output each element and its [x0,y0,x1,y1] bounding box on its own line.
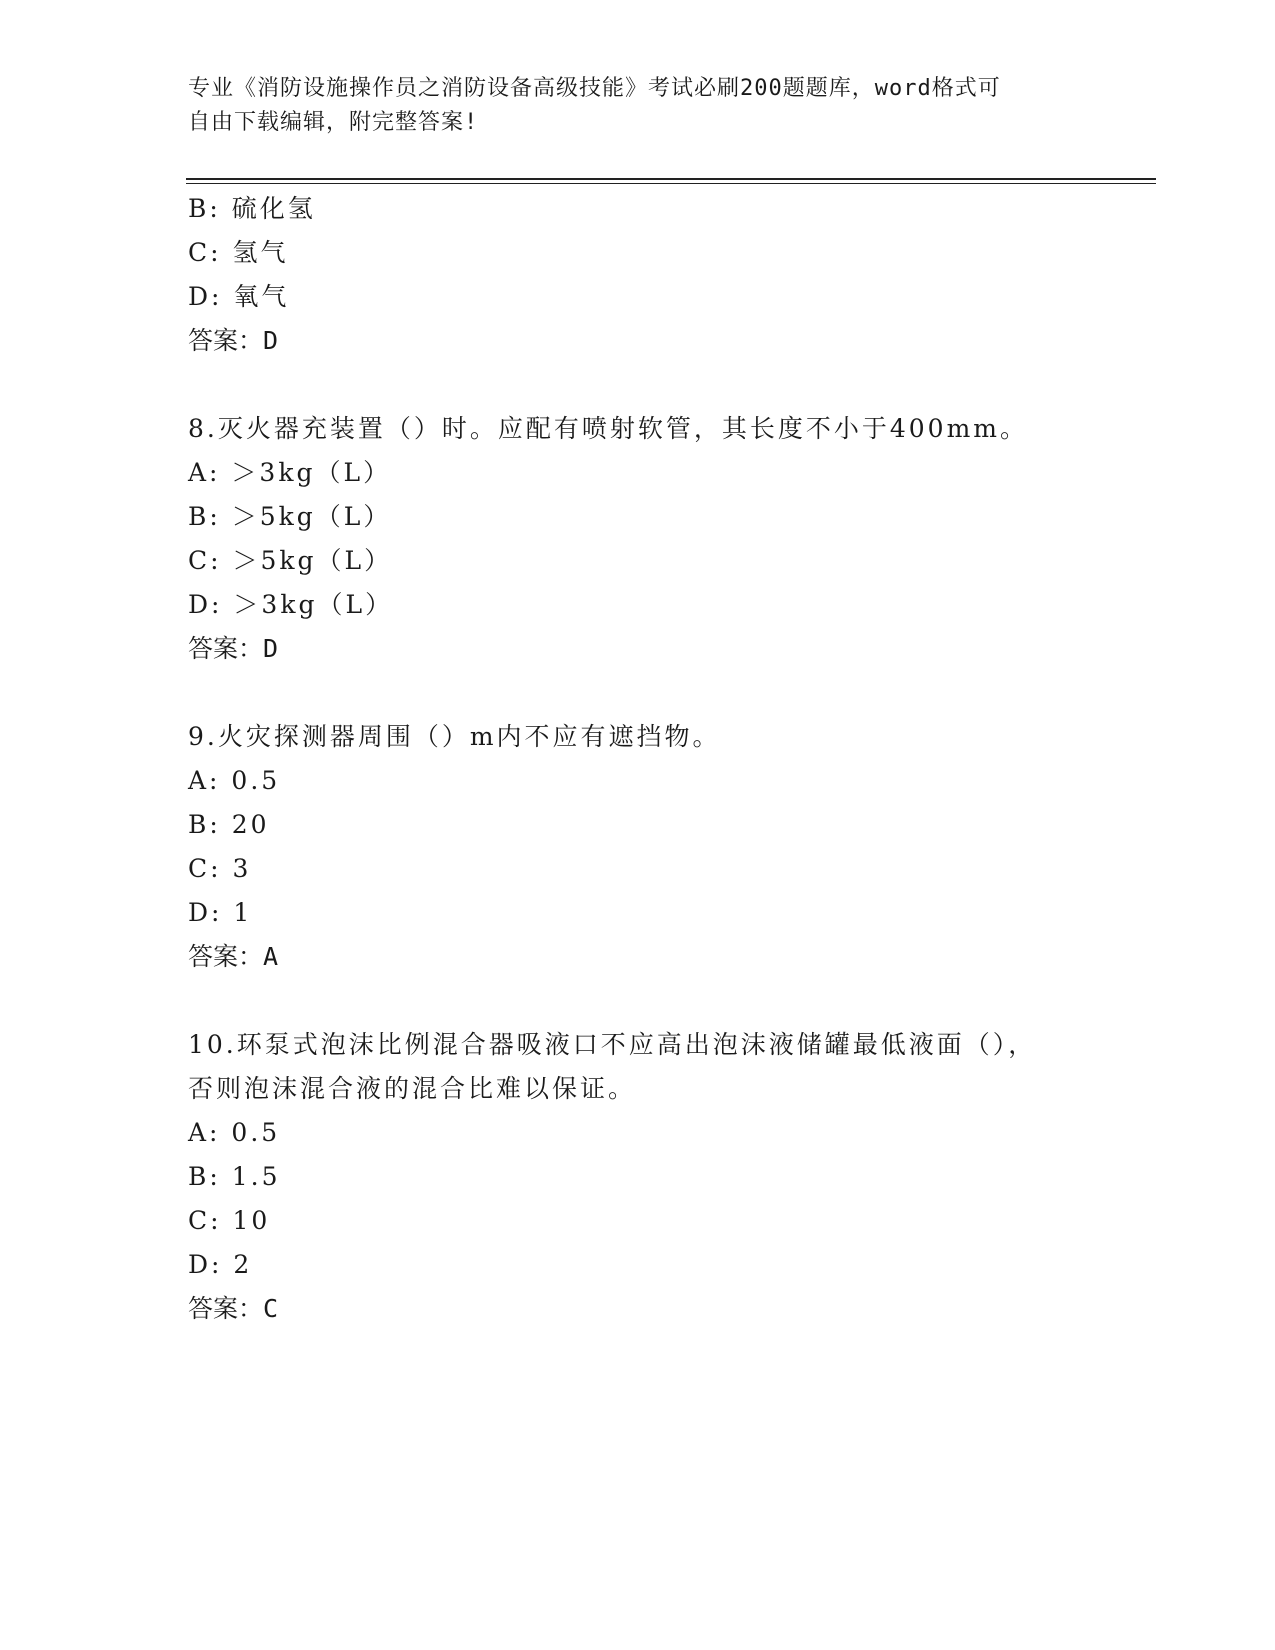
header-title-line-2: 自由下载编辑，附完整答案! [188,110,479,135]
q9-option-c: C: 3 [188,854,252,883]
header-divider-thick [186,178,1156,180]
q7-answer: 答案：D [188,326,279,355]
q8-option-d: D: ＞3kg（L） [188,590,394,619]
q8-answer: 答案：D [188,634,279,663]
q10-option-b: B: 1.5 [188,1162,281,1191]
q9-option-a: A: 0.5 [188,766,281,795]
header-divider-thin [186,183,1156,184]
q8-question: 8.灭火器充装置（）时。应配有喷射软管，其长度不小于400mm。 [188,414,1028,443]
q8-option-a: A: ＞3kg（L） [188,458,392,487]
q8-option-c: C: ＞5kg（L） [188,546,393,575]
q10-question-line-1: 10.环泵式泡沫比例混合器吸液口不应高出泡沫液储罐最低液面（）， [188,1030,1037,1059]
document-header [188,72,1088,140]
q7-option-b: B: 硫化氢 [188,194,316,223]
q8-option-b: B: ＞5kg（L） [188,502,392,531]
q9-option-b: B: 20 [188,810,270,839]
q7-option-d: D: 氧气 [188,282,290,311]
q10-option-a: A: 0.5 [188,1118,281,1147]
q10-answer: 答案：C [188,1294,279,1323]
q9-option-d: D: 1 [188,898,253,927]
q10-option-d: D: 2 [188,1250,253,1279]
q10-option-c: C: 10 [188,1206,271,1235]
q7-option-c: C: 氢气 [188,238,289,267]
q9-question: 9.火灾探测器周围（）m内不应有遮挡物。 [188,722,721,751]
header-title-line-1: 专业《消防设施操作员之消防设备高级技能》考试必刷200题题库，word格式可 [188,76,1001,101]
q9-answer: 答案：A [188,942,279,971]
q10-question-line-2: 否则泡沫混合液的混合比难以保证。 [188,1074,637,1103]
